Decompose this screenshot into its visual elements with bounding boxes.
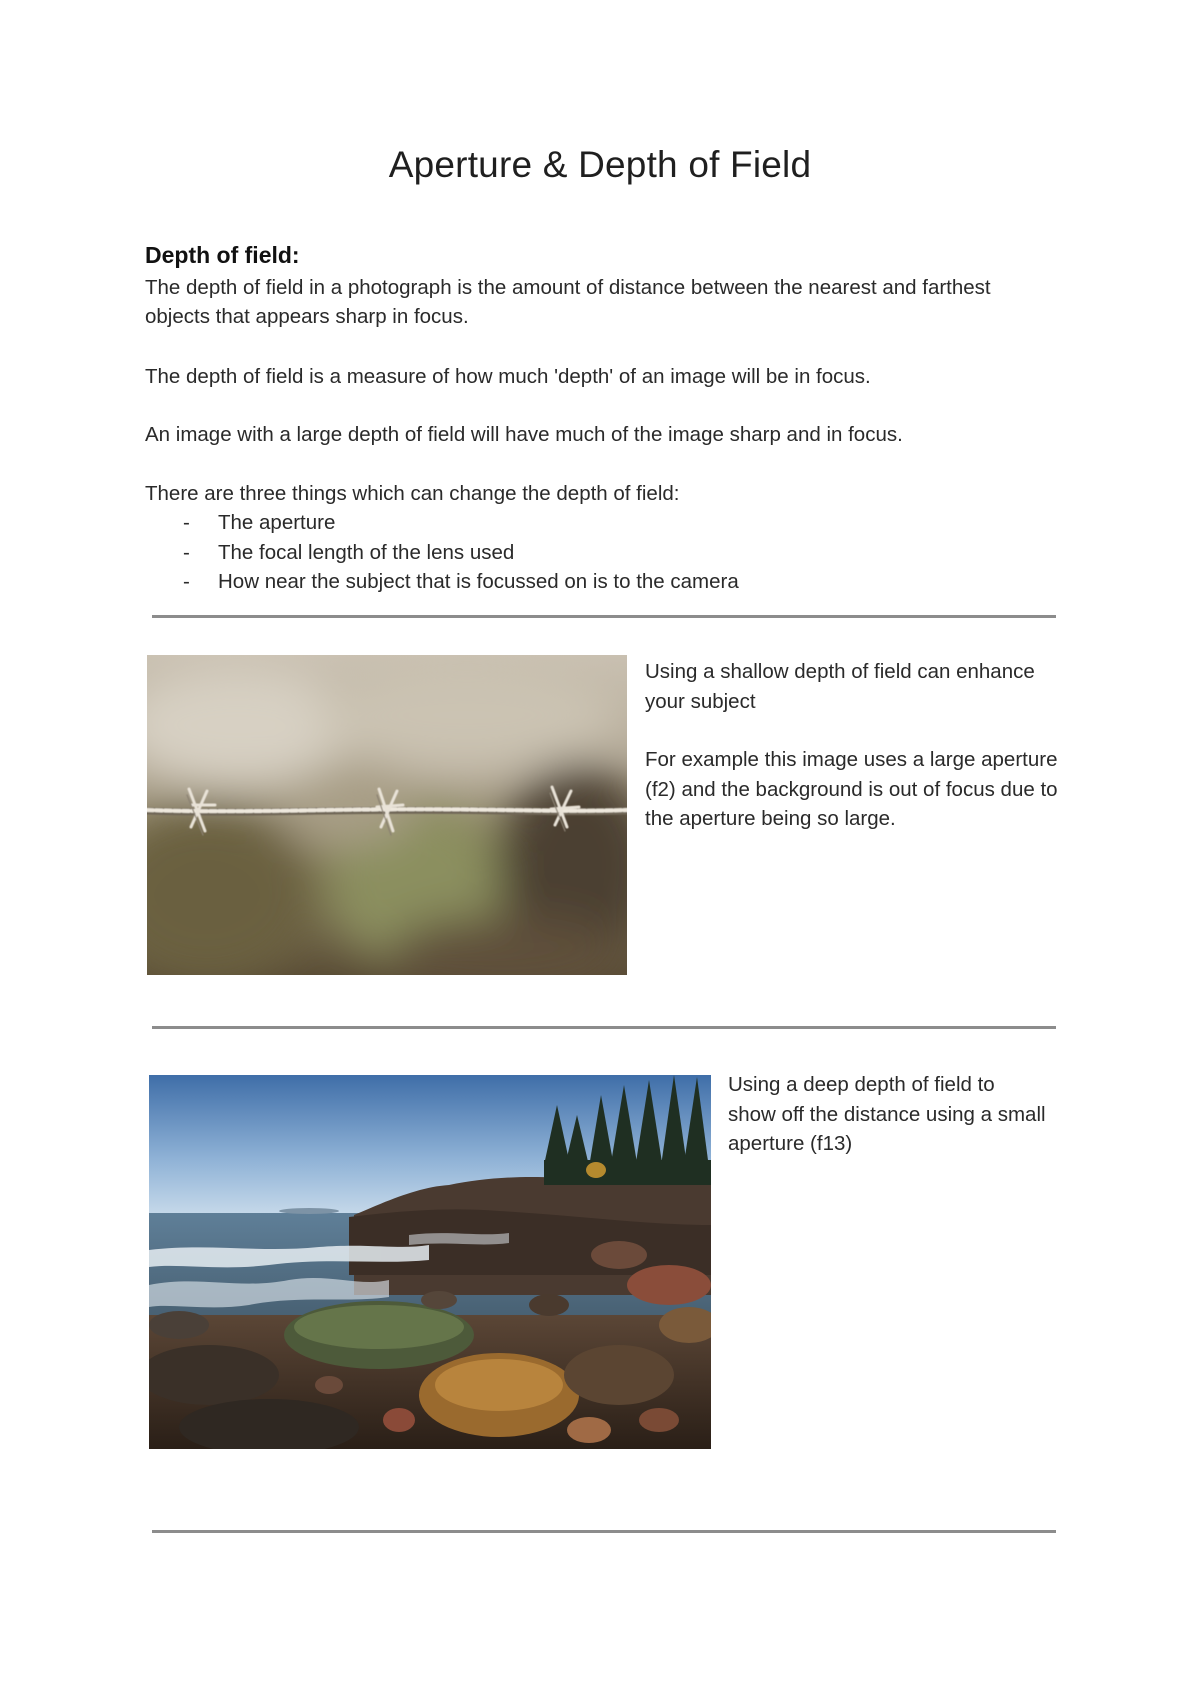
section-divider [152,615,1056,618]
bullet-dash: - [183,570,190,593]
coastline-photo [149,1075,711,1449]
measure-paragraph: The depth of field is a measure of how much 'depth' of an image will be in focus. [145,365,871,388]
section-divider [152,1026,1056,1029]
bullet-dash: - [183,540,190,564]
shallow-dof-caption: Using a shallow depth of field can enhance your subject [645,660,1035,713]
page-title: Aperture & Depth of Field [388,144,812,185]
factors-intro-paragraph: There are three things which can change the depth of field: [145,482,680,505]
list-item: - The aperture [145,508,739,538]
definition-paragraph: The depth of field in a photograph is the amount of distance between the nearest and farthest objects that appears sharp in focus. [145,276,991,328]
list-item: - The focal length of the lens used [145,538,739,568]
factors-list [145,508,739,597]
barbed-wire-photo [147,655,627,975]
large-aperture-caption: For example this image uses a large aperture (f2) and the background is out of focus due to the aperture being so large. [645,748,1058,830]
large-dof-paragraph: An image with a large depth of field will have much of the image sharp and in focus. [145,423,903,446]
section-divider [152,1530,1056,1533]
deep-dof-caption: Using a deep depth of field to show off the distance using a small aperture (f13) [728,1073,1046,1155]
list-item: - How near the subject that is focussed on is to the camera [145,567,739,597]
bullet-dash: - [183,511,190,534]
section-heading: Depth of field: [145,242,300,268]
